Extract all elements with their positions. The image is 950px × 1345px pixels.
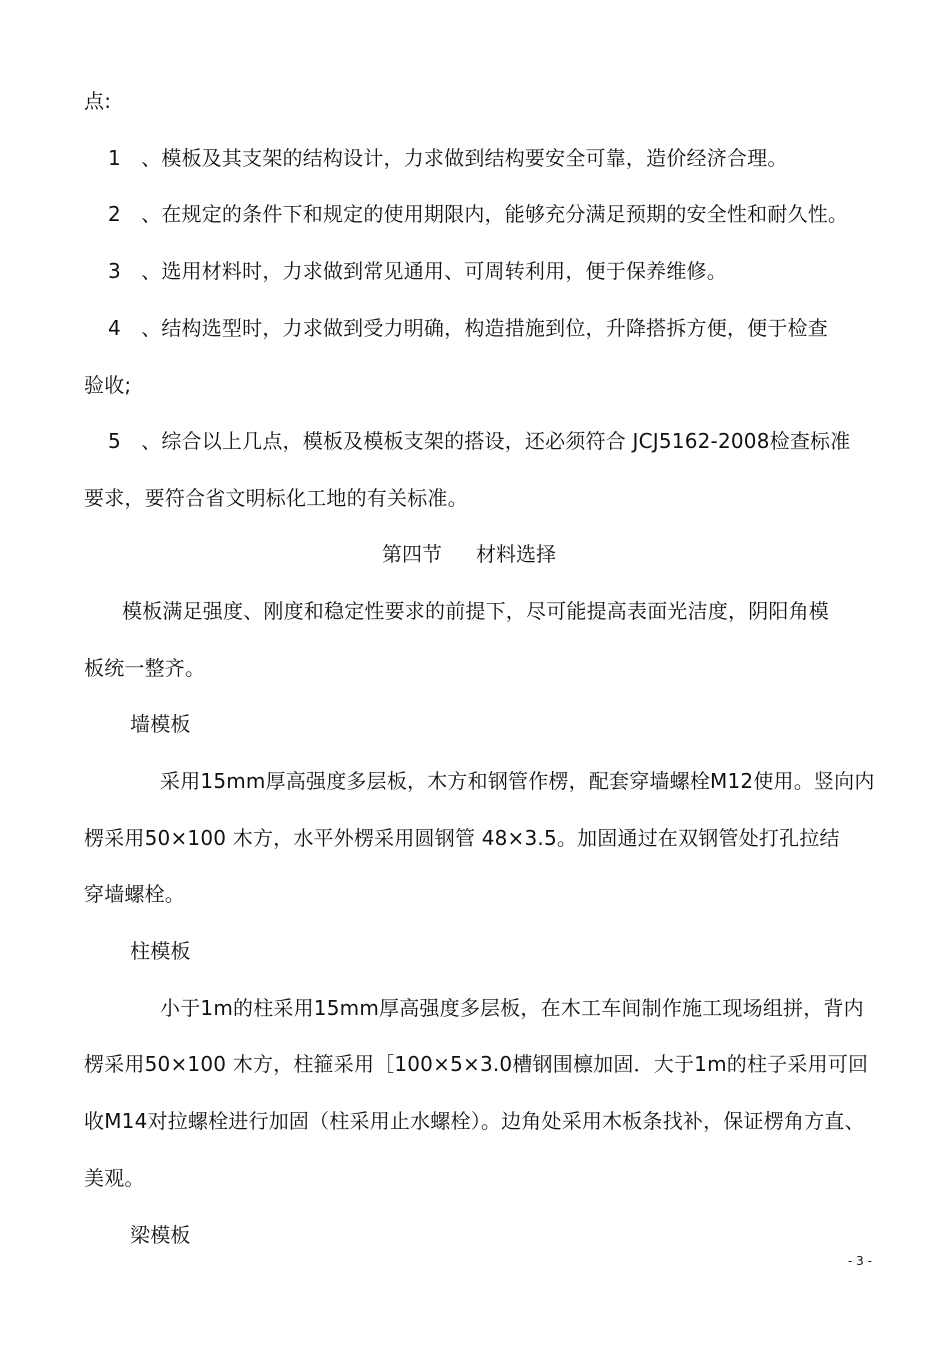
section-number: 第四节 xyxy=(382,542,442,566)
subheading-beam-formwork: 梁模板 xyxy=(130,1223,191,1247)
page-number: - 3 - xyxy=(848,1254,872,1268)
text-line-12: 采用15mm厚高强度多层板，木方和钢管作楞，配套穿墙螺栓M12使用。竖向内 xyxy=(160,769,875,793)
text-line-1: 点: xyxy=(84,89,112,113)
text-line-17: 楞采用50×100 木方，柱箍采用［100×5×3.0槽钢围檩加固．大于1m的柱子采用可回 xyxy=(84,1052,869,1076)
text-line-4: 3 、选用材料时，力求做到常见通用、可周转利用，便于保养维修。 xyxy=(108,259,727,283)
text-line-9: 模板满足强度、刚度和稳定性要求的前提下，尽可能提高表面光洁度，阴阳角模 xyxy=(122,599,829,623)
text-line-7: 5 、综合以上几点，模板及模板支架的搭设，还必须符合 JCJ5162-2008检查标准 xyxy=(108,429,851,453)
text-line-19: 美观。 xyxy=(84,1166,145,1190)
text-line-6: 验收; xyxy=(84,373,132,397)
text-line-18: 收M14对拉螺栓进行加固（柱采用止水螺栓）。边角处采用木板条找补，保证楞角方直、 xyxy=(84,1109,865,1133)
text-line-3: 2 、在规定的条件下和规定的使用期限内，能够充分满足预期的安全性和耐久性。 xyxy=(108,202,849,226)
section-heading xyxy=(382,541,556,567)
text-line-8: 要求，要符合省文明标化工地的有关标准。 xyxy=(84,486,468,510)
section-title: 材料选择 xyxy=(476,542,556,566)
text-line-10: 板统一整齐。 xyxy=(84,656,206,680)
text-line-16: 小于1m的柱采用15mm厚高强度多层板，在木工车间制作施工现场组拼，背内 xyxy=(160,996,864,1020)
text-line-13: 楞采用50×100 木方，水平外楞采用圆钢管 48×3.5。加固通过在双钢管处打孔拉结 xyxy=(84,826,840,850)
text-line-5: 4 、结构选型时，力求做到受力明确，构造措施到位，升降搭拆方便，便于检查 xyxy=(108,316,828,340)
subheading-column-formwork: 柱模板 xyxy=(130,939,191,963)
subheading-wall-formwork: 墙模板 xyxy=(130,712,191,736)
text-line-2: 1 、模板及其支架的结构设计，力求做到结构要安全可靠，造价经济合理。 xyxy=(108,146,788,170)
text-line-14: 穿墙螺栓。 xyxy=(84,882,185,906)
